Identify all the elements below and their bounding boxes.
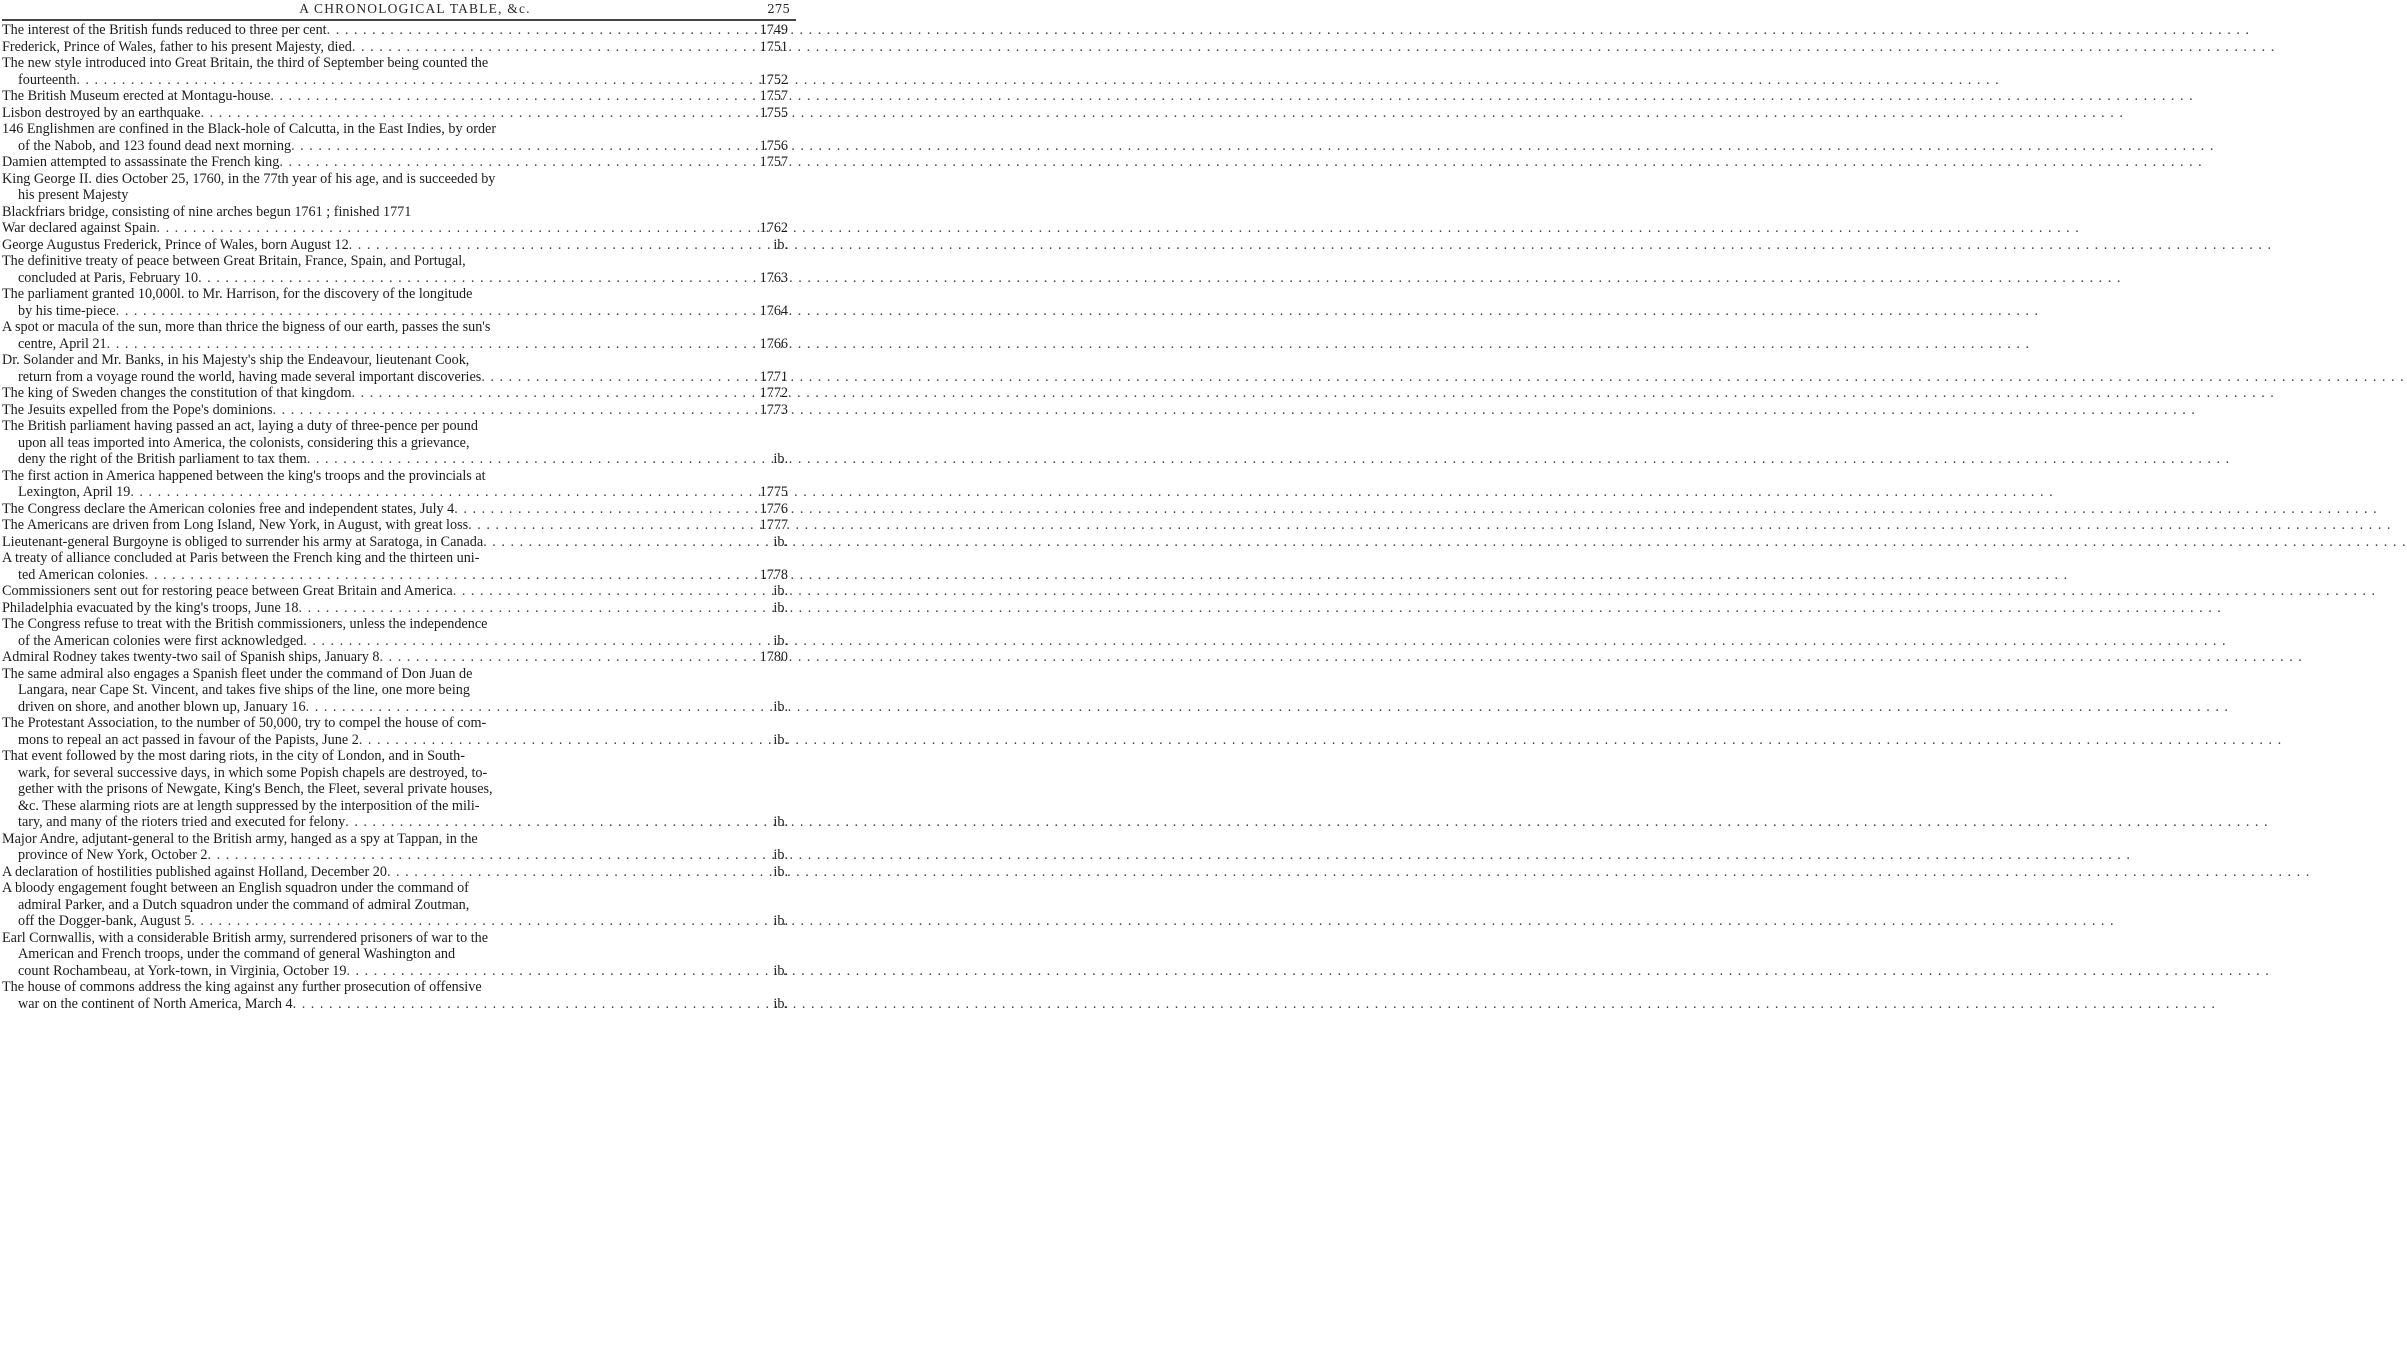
entry-text: centre, April 21 bbox=[18, 335, 107, 352]
entry-line bbox=[2, 418, 788, 435]
dot-leader bbox=[453, 583, 772, 600]
entry-year: ib. bbox=[773, 583, 788, 599]
entry-text: The Americans are driven from Long Island, New York, in August, with great loss bbox=[2, 517, 469, 533]
entry-year: 1763 bbox=[759, 269, 788, 286]
chronology-entry bbox=[2, 55, 788, 88]
entry-line bbox=[2, 996, 788, 1013]
dot-leader bbox=[345, 814, 771, 831]
dot-leader bbox=[380, 649, 758, 666]
dot-leader bbox=[273, 402, 758, 419]
entry-text: Dr. Solander and Mr. Banks, in his Majesty's ship the Endeavour, lieutenant Cook, bbox=[2, 352, 470, 368]
dot-leader bbox=[291, 138, 758, 155]
entry-text: deny the right of the British parliament to tax them bbox=[18, 451, 307, 467]
entry-line bbox=[2, 39, 788, 56]
chronology-entry bbox=[2, 253, 788, 286]
entry-text: ted American colonies bbox=[18, 566, 145, 583]
dot-leader bbox=[279, 154, 757, 171]
entry-line bbox=[2, 138, 788, 155]
entry-year: 1775 bbox=[759, 484, 788, 500]
entry-line bbox=[2, 501, 788, 518]
chronology-entry bbox=[2, 616, 788, 649]
entry-text: of the American colonies were first acknowledged bbox=[18, 632, 304, 649]
chronology-entry bbox=[2, 831, 788, 864]
entry-line bbox=[2, 402, 788, 419]
entry-year: 1762 bbox=[759, 220, 788, 236]
entry-line bbox=[2, 88, 788, 105]
dot-leader bbox=[303, 633, 771, 650]
entry-year: ib. bbox=[773, 731, 788, 748]
page-header bbox=[0, 0, 800, 22]
dot-leader bbox=[270, 88, 757, 105]
entry-text: driven on shore, and another blown up, January 16 bbox=[18, 698, 306, 715]
dot-leader bbox=[116, 303, 758, 320]
chronology-entry bbox=[2, 501, 788, 518]
entry-line bbox=[2, 699, 788, 716]
chronology-entry bbox=[2, 550, 788, 583]
entry-text: upon all teas imported into America, the colonists, considering this a grievance, bbox=[18, 434, 470, 451]
entry-line bbox=[2, 517, 788, 534]
entry-line bbox=[2, 781, 788, 798]
dot-leader bbox=[352, 385, 758, 402]
dot-leader bbox=[387, 864, 771, 881]
chronology-entry bbox=[2, 715, 788, 748]
chronology-list bbox=[2, 22, 788, 1012]
entry-line bbox=[2, 484, 788, 501]
header-rule bbox=[2, 19, 796, 21]
entry-line bbox=[2, 600, 788, 617]
entry-line bbox=[2, 649, 788, 666]
page-number: 275 bbox=[767, 2, 790, 16]
entry-line bbox=[2, 319, 788, 336]
entry-year: ib. bbox=[773, 698, 788, 715]
entry-line bbox=[2, 748, 788, 765]
entry-line bbox=[2, 847, 788, 864]
entry-year: 1752 bbox=[759, 71, 788, 88]
chronology-entry bbox=[2, 880, 788, 930]
entry-line bbox=[2, 121, 788, 138]
entry-text: province of New York, October 2 bbox=[18, 847, 208, 863]
entry-year: ib. bbox=[773, 913, 788, 929]
entry-line bbox=[2, 435, 788, 452]
entry-line bbox=[2, 270, 788, 287]
entry-year: 1751 bbox=[759, 38, 788, 55]
entry-line bbox=[2, 682, 788, 699]
entry-line bbox=[2, 798, 788, 815]
dot-leader bbox=[346, 963, 771, 980]
entry-text: of the Nabob, and 123 found dead next morning bbox=[18, 137, 292, 154]
entry-line bbox=[2, 633, 788, 650]
entry-text: Frederick, Prince of Wales, father to his present Majesty, died bbox=[2, 38, 352, 55]
chronology-entry bbox=[2, 600, 788, 617]
entry-line bbox=[2, 534, 788, 551]
entry-text: A treaty of alliance concluded at Paris between the French king and the thirteen uni- bbox=[2, 550, 480, 566]
running-title: A CHRONOLOGICAL TABLE, &c. bbox=[299, 1, 531, 16]
entry-line bbox=[2, 220, 788, 237]
entry-line bbox=[2, 963, 788, 980]
entry-text: 146 Englishmen are confined in the Black-hole of Calcutta, in the East Indies, by order bbox=[2, 121, 497, 137]
dot-leader bbox=[352, 39, 758, 56]
entry-year: ib. bbox=[773, 632, 788, 649]
entry-year: 1756 bbox=[759, 137, 788, 154]
dot-leader bbox=[359, 732, 772, 749]
entry-text: Blackfriars bridge, consisting of nine arches begun 1761 ; finished 1771 bbox=[2, 203, 412, 220]
entry-text: The same admiral also engages a Spanish fleet under the command of Don Juan de bbox=[2, 665, 473, 682]
dot-leader bbox=[201, 105, 758, 122]
entry-text: American and French troops, under the command of general Washington and bbox=[18, 946, 456, 962]
entry-line bbox=[2, 204, 788, 221]
entry-line bbox=[2, 154, 788, 171]
entry-line bbox=[2, 237, 788, 254]
entry-text: Lieutenant-general Burgoyne is obliged to surrender his army at Saratoga, in Canada bbox=[2, 533, 484, 550]
dot-leader bbox=[293, 996, 772, 1013]
entry-line bbox=[2, 616, 788, 633]
entry-line bbox=[2, 946, 788, 963]
entry-year: ib. bbox=[773, 863, 788, 880]
entry-line bbox=[2, 814, 788, 831]
chronology-entry bbox=[2, 352, 788, 385]
chronology-entry bbox=[2, 171, 788, 204]
entry-text: That event followed by the most daring riots, in the city of London, and in South- bbox=[2, 748, 465, 764]
chronology-entry bbox=[2, 748, 788, 831]
entry-text: The first action in America happened between the king's troops and the provincials at bbox=[2, 467, 486, 484]
entry-text: count Rochambeau, at York-town, in Virginia, October 19 bbox=[18, 962, 347, 979]
entry-text: Philadelphia evacuated by the king's troops, June 18 bbox=[2, 599, 299, 616]
dot-leader bbox=[208, 847, 772, 864]
entry-year: 1764 bbox=[759, 302, 788, 319]
entry-line bbox=[2, 187, 788, 204]
entry-year: 1777 bbox=[759, 517, 788, 533]
dot-leader bbox=[156, 220, 757, 237]
chronology-entry bbox=[2, 39, 788, 56]
entry-year: ib. bbox=[773, 451, 788, 467]
chronology-entry bbox=[2, 88, 788, 105]
entry-text: A declaration of hostilities published against Holland, December 20 bbox=[2, 863, 387, 880]
entry-text: Earl Cornwallis, with a considerable British army, surrendered prisoners of war to the bbox=[2, 929, 489, 946]
chronology-entry bbox=[2, 418, 788, 468]
entry-line bbox=[2, 352, 788, 369]
entry-text: gether with the prisons of Newgate, King's Bench, the Fleet, several private houses, bbox=[18, 781, 493, 797]
entry-year: ib. bbox=[773, 995, 788, 1012]
dot-leader bbox=[327, 22, 758, 39]
entry-text: A spot or macula of the sun, more than thrice the bigness of our earth, passes the sun's bbox=[2, 319, 491, 335]
chronology-entry bbox=[2, 154, 788, 171]
entry-text: Lisbon destroyed by an earthquake bbox=[2, 104, 201, 121]
entry-text: by his time-piece bbox=[18, 302, 116, 319]
entry-year: ib. bbox=[773, 814, 788, 830]
entry-text: The Protestant Association, to the number of 50,000, try to compel the house of com- bbox=[2, 715, 487, 731]
chronology-entry bbox=[2, 666, 788, 716]
entry-line bbox=[2, 451, 788, 468]
entry-line bbox=[2, 369, 788, 386]
dot-leader bbox=[468, 517, 757, 534]
entry-line bbox=[2, 253, 788, 270]
entry-line bbox=[2, 930, 788, 947]
entry-line bbox=[2, 550, 788, 567]
entry-text: Admiral Rodney takes twenty-two sail of Spanish ships, January 8 bbox=[2, 649, 380, 665]
chronology-entry bbox=[2, 105, 788, 122]
entry-text: wark, for several successive days, in which some Popish chapels are destroyed, to- bbox=[18, 764, 488, 781]
chronology-entry bbox=[2, 468, 788, 501]
entry-line bbox=[2, 666, 788, 683]
entry-text: his present Majesty bbox=[18, 187, 129, 203]
chronology-entry bbox=[2, 22, 788, 39]
entry-text: Lexington, April 19 bbox=[18, 484, 131, 500]
entry-text: admiral Parker, and a Dutch squadron under the command of admiral Zoutman, bbox=[18, 896, 470, 913]
entry-line bbox=[2, 22, 788, 39]
dot-leader bbox=[306, 699, 772, 716]
chronology-entry bbox=[2, 121, 788, 154]
entry-text: The British parliament having passed an act, laying a duty of three-pence per pound bbox=[2, 418, 478, 434]
entry-year: 1772 bbox=[759, 385, 788, 401]
entry-text: King George II. dies October 25, 1760, in the 77th year of his age, and is succeeded by bbox=[2, 170, 496, 187]
entry-text: The definitive treaty of peace between Great Britain, France, Spain, and Portugal, bbox=[2, 253, 466, 269]
dot-leader bbox=[307, 451, 772, 468]
entry-line bbox=[2, 831, 788, 848]
entry-text: The Jesuits expelled from the Pope's dominions bbox=[2, 401, 273, 418]
entry-year: ib. bbox=[773, 533, 788, 550]
chronology-entry bbox=[2, 930, 788, 980]
chronology-entry bbox=[2, 237, 788, 254]
entry-text: The house of commons address the king against any further prosecution of offensive bbox=[2, 979, 482, 995]
entry-year: 1749 bbox=[759, 22, 788, 38]
entry-line bbox=[2, 880, 788, 897]
dot-leader bbox=[481, 369, 757, 386]
entry-year: 1755 bbox=[759, 104, 788, 121]
dot-leader bbox=[130, 484, 757, 501]
dot-leader bbox=[191, 913, 771, 930]
entry-line bbox=[2, 765, 788, 782]
entry-text: The Congress declare the American colonies free and independent states, July 4 bbox=[2, 500, 455, 517]
entry-line bbox=[2, 171, 788, 188]
chronology-entry bbox=[2, 204, 788, 221]
dot-leader bbox=[349, 237, 772, 254]
entry-year: 1771 bbox=[759, 368, 788, 385]
dot-leader bbox=[107, 336, 758, 353]
entry-text: tary, and many of the rioters tried and executed for felony bbox=[18, 814, 346, 830]
book-page bbox=[0, 0, 800, 1368]
entry-text: war on the continent of North America, March 4 bbox=[18, 995, 293, 1012]
entry-year: ib. bbox=[773, 962, 788, 979]
chronology-entry bbox=[2, 286, 788, 319]
chronology-entry bbox=[2, 385, 788, 402]
entry-text: War declared against Spain bbox=[2, 220, 157, 236]
entry-text: The interest of the British funds reduced to three per cent bbox=[2, 22, 327, 38]
entry-line bbox=[2, 303, 788, 320]
entry-line bbox=[2, 336, 788, 353]
entry-text: Commissioners sent out for restoring peace between Great Britain and America bbox=[2, 583, 453, 599]
entry-year: 1766 bbox=[759, 335, 788, 352]
entry-text: The British Museum erected at Montagu-house bbox=[2, 88, 271, 104]
chronology-entry bbox=[2, 517, 788, 534]
entry-text: The parliament granted 10,000l. to Mr. Harrison, for the discovery of the longitude bbox=[2, 286, 473, 302]
chronology-entry bbox=[2, 649, 788, 666]
dot-leader bbox=[483, 534, 771, 551]
entry-text: &c. These alarming riots are at length suppressed by the interposition of the mili- bbox=[18, 797, 480, 814]
entry-line bbox=[2, 732, 788, 749]
chronology-entry bbox=[2, 979, 788, 1012]
entry-line bbox=[2, 913, 788, 930]
entry-text: mons to repeal an act passed in favour of the Papists, June 2 bbox=[18, 731, 359, 748]
dot-leader bbox=[299, 600, 772, 617]
chronology-entry bbox=[2, 534, 788, 551]
entry-line bbox=[2, 286, 788, 303]
entry-line bbox=[2, 715, 788, 732]
entry-year: ib. bbox=[773, 599, 788, 616]
entry-year: 1778 bbox=[759, 566, 788, 583]
chronology-entry bbox=[2, 220, 788, 237]
entry-text: The new style introduced into Great Britain, the third of September being counted the bbox=[2, 55, 489, 71]
entry-text: George Augustus Frederick, Prince of Wales, born August 12 bbox=[2, 236, 349, 253]
entry-year: 1776 bbox=[759, 500, 788, 517]
entry-year: 1780 bbox=[759, 649, 788, 665]
entry-text: A bloody engagement fought between an English squadron under the command of bbox=[2, 880, 469, 896]
entry-text: concluded at Paris, February 10 bbox=[18, 269, 199, 286]
entry-year: 1773 bbox=[759, 401, 788, 418]
entry-text: return from a voyage round the world, having made several important discoveries bbox=[18, 368, 482, 385]
entry-year: 1757 bbox=[759, 154, 788, 170]
entry-text: Major Andre, adjutant-general to the British army, hanged as a spy at Tappan, in the bbox=[2, 830, 478, 847]
chronology-entry bbox=[2, 402, 788, 419]
entry-text: Langara, near Cape St. Vincent, and takes five ships of the line, one more being bbox=[18, 682, 470, 698]
entry-year: ib. bbox=[773, 236, 788, 253]
entry-year: ib. bbox=[773, 847, 788, 863]
entry-line bbox=[2, 583, 788, 600]
dot-leader bbox=[145, 567, 758, 584]
entry-line bbox=[2, 105, 788, 122]
entry-line bbox=[2, 979, 788, 996]
entry-line bbox=[2, 385, 788, 402]
entry-line bbox=[2, 897, 788, 914]
entry-line bbox=[2, 864, 788, 881]
dot-leader bbox=[454, 501, 757, 518]
dot-leader bbox=[198, 270, 758, 287]
entry-text: The Congress refuse to treat with the British commissioners, unless the independence bbox=[2, 616, 488, 632]
entry-text: Damien attempted to assassinate the French king bbox=[2, 154, 280, 170]
entry-line bbox=[2, 567, 788, 584]
entry-line bbox=[2, 72, 788, 89]
entry-year: 1757 bbox=[759, 88, 788, 104]
chronology-entry bbox=[2, 319, 788, 352]
chronology-entry bbox=[2, 864, 788, 881]
chronology-entry bbox=[2, 583, 788, 600]
entry-line bbox=[2, 468, 788, 485]
entry-line bbox=[2, 55, 788, 72]
entry-text: off the Dogger-bank, August 5 bbox=[18, 913, 192, 929]
entry-text: fourteenth bbox=[18, 71, 77, 88]
entry-text: The king of Sweden changes the constitution of that kingdom bbox=[2, 385, 352, 401]
dot-leader bbox=[76, 72, 757, 89]
